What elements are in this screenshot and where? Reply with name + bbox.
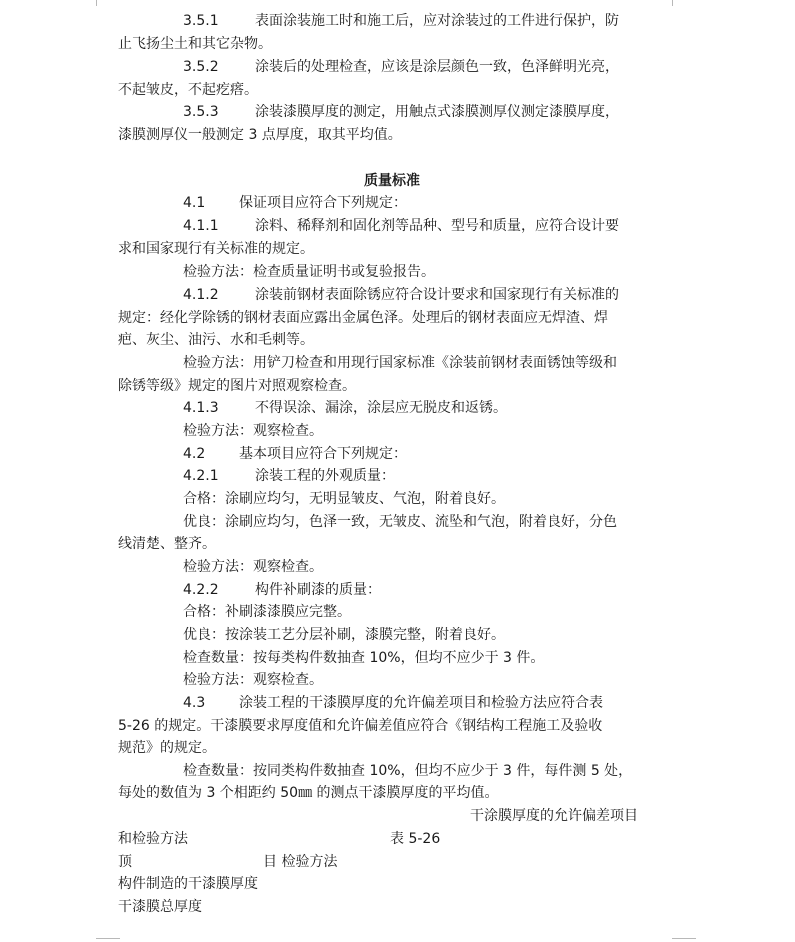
section-4-1: [183, 192, 407, 214]
section-4-1-1-line1: [183, 215, 619, 237]
section-4-2-2-good: 优良：按涂装工艺分层补刷，漆膜完整，附着良好。: [183, 627, 505, 643]
section-4-3-line3: 规范》的规定。: [118, 740, 216, 756]
section-4-1-2-line1: [183, 284, 619, 306]
section-4-1-2-check-line1: 检验方法：用铲刀检查和用现行国家标准《涂装前钢材表面锈蚀等级和: [183, 355, 617, 371]
paragraph-text: 涂装后的处理检查，应该是涂层颜色一致，色泽鲜明光亮，: [255, 59, 619, 75]
section-4-2-2-pass: 合格：补刷漆漆膜应完整。: [183, 604, 351, 620]
section-3-5-2-line2: 不起皱皮，不起疙瘩。: [118, 82, 258, 98]
section-number: 3.5.3: [183, 104, 219, 120]
section-4-3-line1: [183, 692, 603, 714]
table-row: 构件制造的干漆膜厚度: [118, 876, 258, 892]
section-number: 4.2.1: [183, 468, 219, 484]
section-number: 4.1.3: [183, 400, 219, 416]
section-4-2-1-check: 检验方法：观察检查。: [183, 559, 323, 575]
section-number: 3.5.1: [183, 13, 219, 29]
section-3-5-1-line2: 止飞扬尘土和其它杂物。: [118, 36, 272, 52]
section-number: 3.5.2: [183, 59, 219, 75]
table-header-method: 目 检验方法: [263, 854, 338, 870]
section-4-2-1-pass: 合格：涂刷应均匀，无明显皱皮、气泡，附着良好。: [183, 491, 505, 507]
paragraph-text: 表面涂装施工时和施工后，应对涂装过的工件进行保护，防: [255, 13, 619, 29]
table-caption-line1: 干涂膜厚度的允许偏差项目: [470, 808, 638, 824]
paragraph-text: 保证项目应符合下列规定：: [239, 195, 407, 211]
section-3-5-3-line1: [183, 101, 619, 123]
section-4-1-2-line2: 规定：经化学除锈的钢材表面应露出金属色泽。处理后的钢材表面应无焊渣、焊: [118, 310, 608, 326]
paragraph-text: 涂装前钢材表面除锈应符合设计要求和国家现行有关标准的: [255, 287, 619, 303]
section-4-1-1-check: 检验方法：检查质量证明书或复验报告。: [183, 264, 435, 280]
paragraph-text: 涂料、稀释剂和固化剂等品种、型号和质量，应符合设计要: [255, 218, 619, 234]
crop-mark-bottom-left-h: [96, 938, 120, 939]
section-4-3-qty-line2: 每处的数值为 3 个相距约 50㎜ 的测点干漆膜厚度的平均值。: [118, 785, 499, 801]
section-4-1-3-check: 检验方法：观察检查。: [183, 423, 323, 439]
paragraph-text: 涂装工程的外观质量：: [255, 468, 395, 484]
section-3-5-3-line2: 漆膜测厚仪一般测定 3 点厚度，取其平均值。: [118, 127, 402, 143]
section-4-3-qty-line1: 检查数量：按同类构件数抽查 10%，但均不应少于 3 件，每件测 5 处，: [183, 763, 633, 779]
table-row: 干漆膜总厚度: [118, 899, 202, 915]
section-4-2: [183, 443, 407, 465]
section-4-2-1-good-line1: 优良：涂刷应均匀，色泽一致，无皱皮、流坠和气泡，附着良好，分色: [183, 514, 617, 530]
section-3-5-1-line1: [183, 10, 619, 32]
paragraph-text: 基本项目应符合下列规定：: [239, 446, 407, 462]
section-heading: 质量标准: [364, 173, 420, 189]
crop-mark-top-right: [672, 0, 673, 6]
section-4-2-2-check: 检验方法：观察检查。: [183, 672, 323, 688]
section-number: 4.2: [183, 446, 206, 462]
table-header-item: 顶: [118, 854, 132, 870]
table-label: 表 5-26: [390, 831, 441, 847]
section-number: 4.3: [183, 695, 206, 711]
section-4-2-1: [183, 465, 395, 487]
section-4-2-2-qty: 检查数量：按每类构件数抽查 10%，但均不应少于 3 件。: [183, 650, 545, 666]
section-4-2-1-good-line2: 线清楚、整齐。: [118, 536, 216, 552]
section-number: 4.1.2: [183, 287, 219, 303]
crop-mark-top-left: [96, 0, 97, 6]
paragraph-text: 构件补刷漆的质量：: [255, 582, 381, 598]
table-caption-line2: 和检验方法: [118, 831, 188, 847]
section-4-1-2-check-line2: 除锈等级》规定的图片对照观察检查。: [118, 378, 356, 394]
section-number: 4.1.1: [183, 218, 219, 234]
crop-mark-bottom-right-h: [672, 938, 696, 939]
paragraph-text: 涂装工程的干漆膜厚度的允许偏差项目和检验方法应符合表: [239, 695, 603, 711]
section-4-1-1-line2: 求和国家现行有关标准的规定。: [118, 241, 314, 257]
section-4-2-2: [183, 579, 381, 601]
paragraph-text: 涂装漆膜厚度的测定，用触点式漆膜测厚仪测定漆膜厚度，: [255, 104, 619, 120]
section-number: 4.2.2: [183, 582, 219, 598]
section-4-1-2-line3: 疤、灰尘、油污、水和毛刺等。: [118, 332, 314, 348]
section-number: 4.1: [183, 195, 206, 211]
section-3-5-2-line1: [183, 56, 619, 78]
section-4-3-line2: 5-26 的规定。干漆膜要求厚度值和允许偏差值应符合《钢结构工程施工及验收: [118, 718, 603, 734]
section-4-1-3: [183, 397, 507, 419]
paragraph-text: 不得误涂、漏涂，涂层应无脱皮和返锈。: [255, 400, 507, 416]
